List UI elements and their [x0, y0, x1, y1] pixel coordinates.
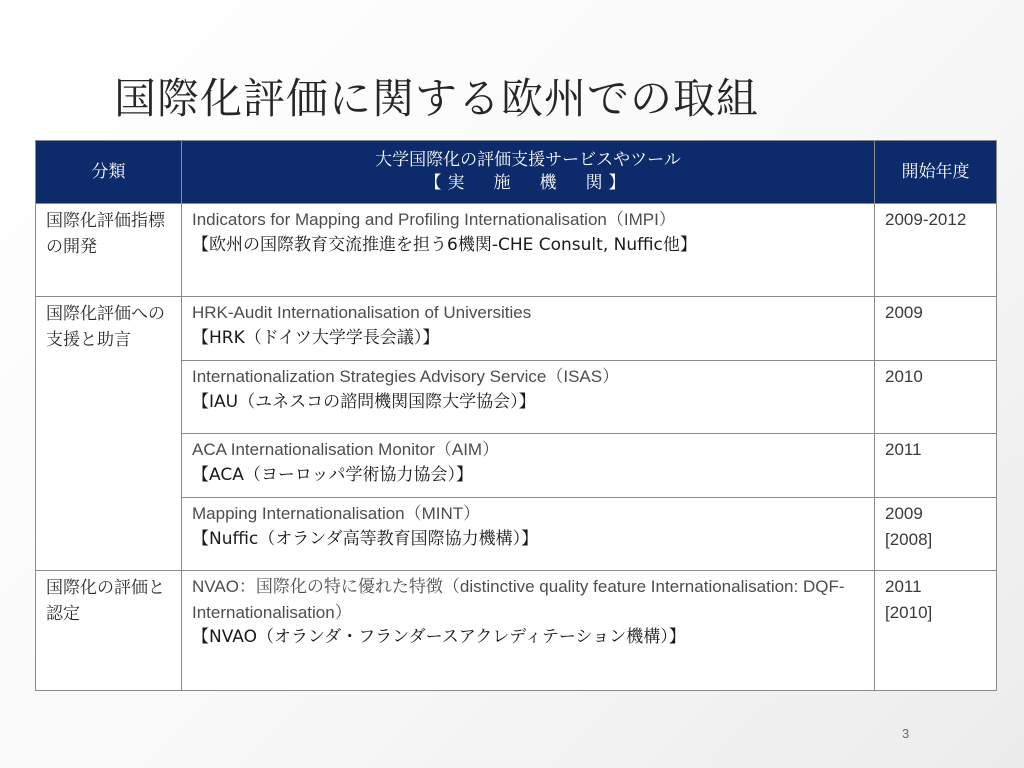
- table-row: [36, 204, 997, 297]
- service-org: 【Nuffic（オランダ高等教育国際協力機構）】: [192, 528, 539, 549]
- year-cell: [875, 297, 997, 361]
- service-org: 【欧州の国際教育交流推進を担う6機関-CHE Consult, Nuffic他】: [192, 234, 697, 255]
- year-value: 2009-2012: [885, 210, 967, 229]
- service-org: 【HRK（ドイツ大学学長会議）】: [192, 327, 440, 348]
- year-cell: [875, 204, 997, 297]
- header-year: 開始年度: [875, 141, 997, 204]
- header-category: 分類: [36, 141, 182, 204]
- table-row: [36, 571, 997, 691]
- service-cell: [182, 204, 875, 297]
- category-cell: 国際化評価への支援と助言: [36, 297, 182, 571]
- year-value: 2009: [885, 504, 923, 523]
- service-cell: [182, 571, 875, 691]
- service-cell: [182, 498, 875, 571]
- evaluation-table: [35, 140, 997, 691]
- header-service-title: 大学国際化の評価支援サービスやツール: [375, 150, 681, 171]
- year-cell: [875, 361, 997, 434]
- category-cell: 国際化評価指標の開発: [36, 204, 182, 297]
- service-name: NVAO：国際化の特に優れた特徴（distinctive quality feature Internationalisation: DQF-Internationalisation）: [192, 577, 845, 622]
- page-number: 3: [902, 726, 910, 741]
- year-alt-value: [2008]: [885, 529, 933, 549]
- year-cell: [875, 434, 997, 498]
- year-value: 2011: [885, 577, 922, 596]
- table-header-row: [36, 141, 997, 204]
- service-cell: [182, 297, 875, 361]
- service-cell: [182, 361, 875, 434]
- service-name: ACA Internationalisation Monitor（AIM）: [192, 440, 500, 459]
- table-row: [36, 297, 997, 361]
- service-org: 【IAU（ユネスコの諮問機関国際大学協会）】: [192, 391, 536, 412]
- year-value: 2010: [885, 367, 923, 386]
- year-value: 2011: [885, 440, 922, 459]
- header-service: [182, 141, 875, 204]
- service-name: Internationalization Strategies Advisory Service（ISAS）: [192, 367, 620, 386]
- year-value: 2009: [885, 303, 923, 322]
- service-org: 【ACA（ヨーロッパ学術協力協会）】: [192, 464, 473, 485]
- slide-title: 国際化評価に関する欧州での取組: [114, 74, 760, 123]
- service-name: HRK-Audit Internationalisation of Universities: [192, 303, 532, 322]
- year-cell: [875, 571, 997, 691]
- service-name: Indicators for Mapping and Profiling Internationalisation（IMPI）: [192, 210, 676, 229]
- service-cell: [182, 434, 875, 498]
- header-service-org: 【実 施 機 関】: [424, 173, 632, 193]
- service-org: 【NVAO（オランダ・フランダースアクレディテーション機構）】: [192, 627, 686, 647]
- year-cell: [875, 498, 997, 571]
- service-name: Mapping Internationalisation（MINT）: [192, 504, 481, 523]
- category-cell: 国際化の評価と認定: [36, 571, 182, 691]
- year-alt-value: [2010]: [885, 602, 933, 622]
